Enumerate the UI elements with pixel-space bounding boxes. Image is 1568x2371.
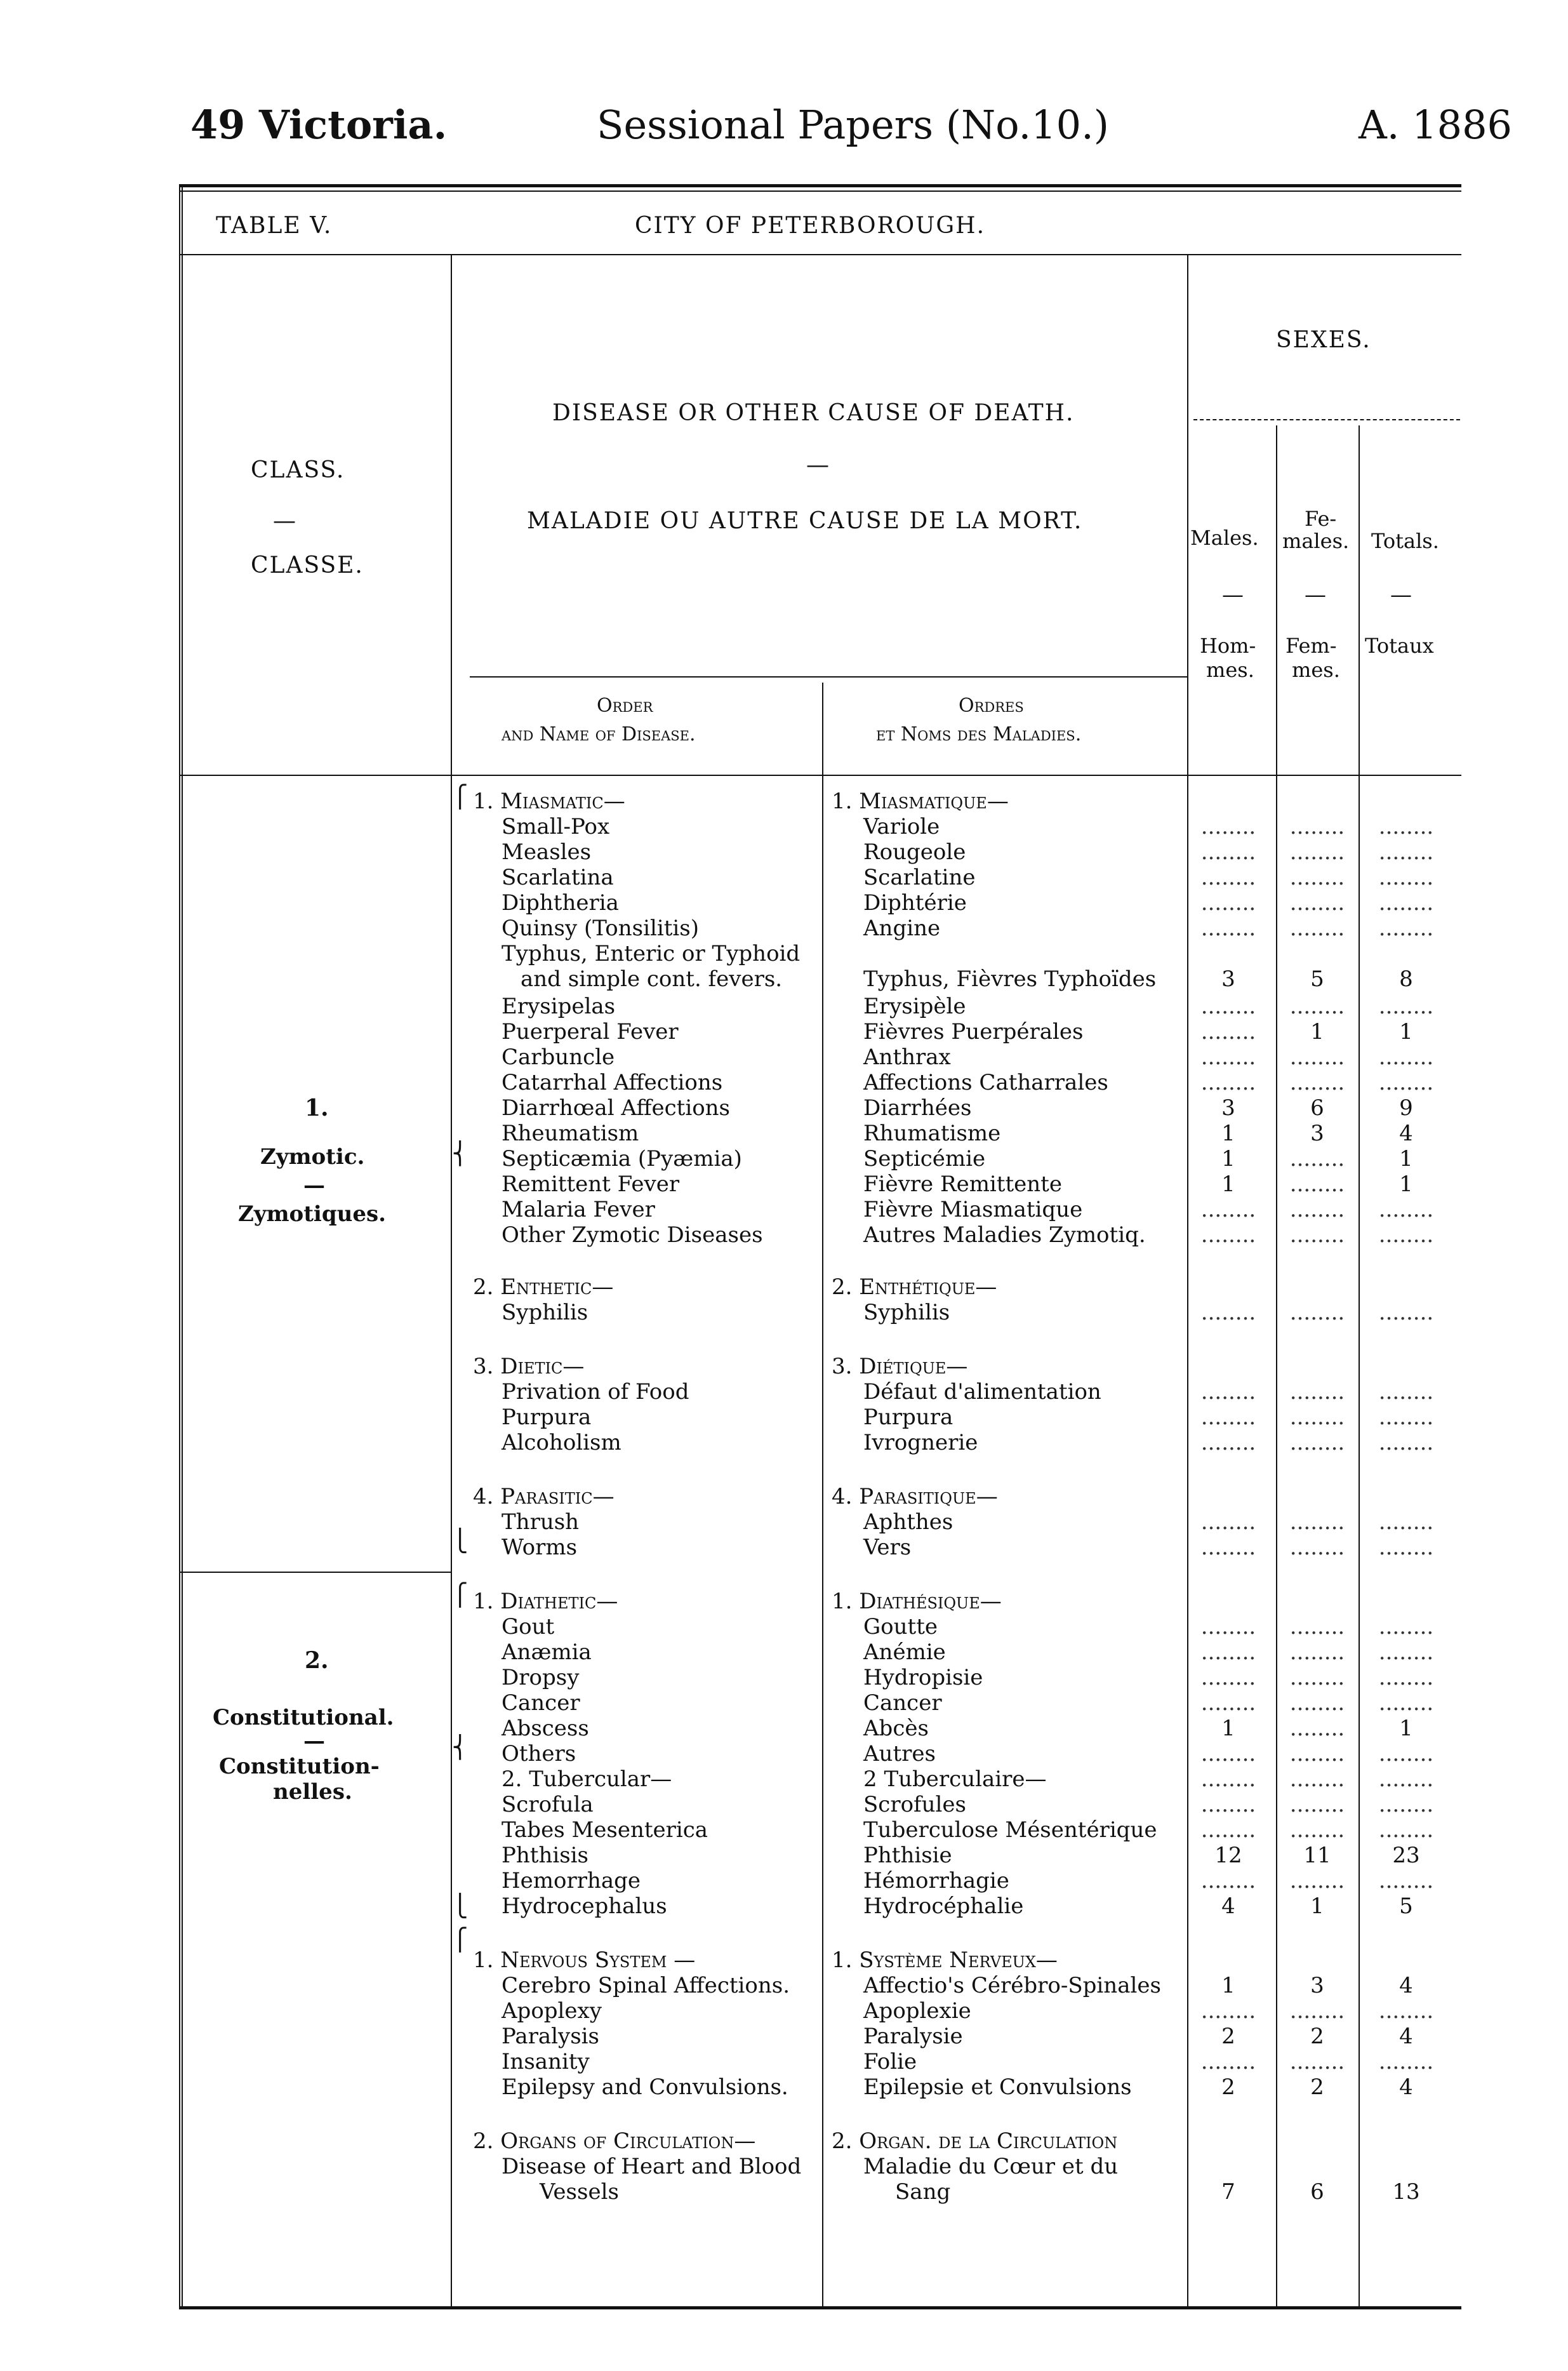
hommes-heading-2: mes. (1206, 658, 1254, 682)
disease-name-en: Insanity (502, 2049, 590, 2074)
disease-name-fr: Affectio's Cérébro-Spinales (863, 1973, 1161, 1998)
females-count: ........ (1289, 865, 1345, 890)
disease-name-en: Privation of Food (502, 1379, 689, 1405)
disease-dash: — (806, 452, 830, 478)
males-count: 1 (1221, 1146, 1235, 1172)
total-count: 23 (1392, 1843, 1420, 1868)
disease-name-fr: Angine (863, 916, 941, 941)
females-count: ........ (1289, 1379, 1345, 1405)
total-count: ........ (1378, 1741, 1434, 1767)
females-count: 2 (1310, 2024, 1324, 2049)
females-count: 3 (1310, 1973, 1324, 1998)
class-1-number: 1. (305, 1095, 329, 1121)
total-count: ........ (1378, 1070, 1434, 1095)
order-heading-fr: 4. Parasitique— (832, 1484, 998, 1509)
females-count: ........ (1289, 1430, 1345, 1455)
males-count: ........ (1200, 814, 1256, 839)
hommes-heading-1: Hom- (1200, 634, 1256, 658)
order-heading-en: 1. Diathetic— (473, 1589, 618, 1614)
class-heading: CLASS. (251, 457, 345, 483)
total-count: 4 (1399, 1121, 1413, 1146)
disease-name-fr: Ivrognerie (863, 1430, 978, 1455)
total-count: ........ (1378, 994, 1434, 1019)
total-count: 4 (1399, 1973, 1413, 1998)
brace-bottom-1: ⎩ (452, 1528, 468, 1554)
total-count: 1 (1399, 1146, 1413, 1172)
males-count: ........ (1200, 1817, 1256, 1843)
disease-name-fr: Maladie du Cœur et du (863, 2154, 1119, 2179)
disease-name-en: Carbuncle (502, 1045, 615, 1070)
class-dash: — (273, 508, 297, 534)
class-divider (179, 1572, 452, 1573)
disease-name-fr: Sang (895, 2179, 951, 2205)
females-count: ........ (1289, 1716, 1345, 1741)
disease-name-fr: Fièvre Miasmatique (863, 1197, 1083, 1222)
females-count: ........ (1289, 1640, 1345, 1665)
disease-name-en: Other Zymotic Diseases (502, 1222, 763, 1248)
total-count: 1 (1399, 1716, 1413, 1741)
body-top-rule (179, 775, 1461, 776)
femmes-heading-2: mes. (1292, 658, 1340, 682)
total-count: 1 (1399, 1019, 1413, 1045)
females-count: ........ (1289, 1767, 1345, 1792)
class-column-divider (451, 254, 452, 2308)
disease-name-en: and simple cont. fevers. (521, 966, 783, 992)
males-count: ........ (1200, 1535, 1256, 1560)
disease-name-en: Paralysis (502, 2024, 599, 2049)
total-count: ........ (1378, 1767, 1434, 1792)
order-heading-fr: 3. Diétique— (832, 1354, 968, 1379)
class-2-fr-1: Constitution- (219, 1754, 380, 1779)
females-count: ........ (1289, 1868, 1345, 1893)
disease-name-en: Quinsy (Tonsilitis) (502, 916, 699, 941)
disease-name-fr: Hydrocéphalie (863, 1893, 1024, 1919)
disease-name-fr: Variole (863, 814, 940, 839)
total-count: ........ (1378, 1197, 1434, 1222)
males-count: ........ (1200, 1300, 1256, 1325)
disease-name-fr: Typhus, Fièvres Typhoïdes (863, 966, 1157, 992)
disease-name-en: Cancer (502, 1690, 580, 1716)
males-count: ........ (1200, 890, 1256, 916)
disease-name-fr: Diarrhées (863, 1095, 972, 1121)
disease-name-fr: Fièvre Remittente (863, 1172, 1062, 1197)
brace-bottom-2: ⎩ (452, 1893, 468, 1919)
males-count: 3 (1221, 1095, 1235, 1121)
females-heading-1: Fe- (1305, 507, 1337, 531)
disease-name-en: Others (502, 1741, 576, 1767)
disease-name-fr: Anémie (863, 1640, 946, 1665)
maladie-heading: MALADIE OU AUTRE CAUSE DE LA MORT. (527, 508, 1083, 534)
disease-name-fr: Rougeole (863, 839, 966, 865)
disease-name-fr: Fièvres Puerpérales (863, 1019, 1084, 1045)
disease-name-en: Hydrocephalus (502, 1893, 667, 1919)
total-count: ........ (1378, 1792, 1434, 1817)
disease-name-en: Catarrhal Affections (502, 1070, 723, 1095)
males-count: ........ (1200, 1640, 1256, 1665)
class-2-fr-2: nelles. (273, 1779, 352, 1805)
disease-name-fr: Hydropisie (863, 1665, 983, 1690)
order-rule (470, 676, 1187, 678)
males-count: ........ (1200, 1019, 1256, 1045)
disease-name-en: Worms (502, 1535, 578, 1560)
disease-name-en: Alcoholism (502, 1430, 621, 1455)
order-fr-heading-2: et Noms des Maladies. (876, 723, 1082, 745)
class-2-number: 2. (305, 1647, 329, 1674)
table-label: TABLE V. (216, 213, 333, 239)
order-heading-fr: 2. Organ. de la Circulation (832, 2128, 1118, 2154)
males-count: 12 (1214, 1843, 1242, 1868)
males-count: ........ (1200, 2049, 1256, 2074)
disease-name-en: Cerebro Spinal Affections. (502, 1973, 790, 1998)
disease-name-fr: Autres Maladies Zymotiq. (863, 1222, 1146, 1248)
total-count: ........ (1378, 1665, 1434, 1690)
males-count: ........ (1200, 1430, 1256, 1455)
females-count: 6 (1310, 2179, 1324, 2205)
top-rule (179, 184, 1461, 187)
disease-name-fr: Septicémie (863, 1146, 986, 1172)
total-count: ........ (1378, 1998, 1434, 2024)
totaux-heading: Totaux (1365, 634, 1434, 658)
disease-name-fr: 2 Tuberculaire— (863, 1767, 1047, 1792)
disease-name-en: Gout (502, 1614, 555, 1640)
totals-dash: — (1390, 582, 1412, 608)
females-count: 3 (1310, 1121, 1324, 1146)
females-count: ........ (1289, 1741, 1345, 1767)
total-count: ........ (1378, 839, 1434, 865)
disease-name-en: Diphtheria (502, 890, 619, 916)
sessional-papers-title: Sessional Papers (No.10.) (597, 102, 1109, 148)
disease-name-en: Puerperal Fever (502, 1019, 679, 1045)
disease-name-en: Scarlatina (502, 865, 614, 890)
disease-name-en: Abscess (502, 1716, 589, 1741)
females-dash: — (1305, 582, 1326, 608)
total-count: ........ (1378, 1405, 1434, 1430)
females-count: ........ (1289, 1817, 1345, 1843)
total-count: 4 (1399, 2024, 1413, 2049)
bottom-rule (179, 2306, 1461, 2309)
disease-name-fr: Abcès (863, 1716, 929, 1741)
total-count: ........ (1378, 890, 1434, 916)
disease-name-fr: Scarlatine (863, 865, 976, 890)
city-title: CITY OF PETERBOROUGH. (635, 213, 986, 239)
males-count: ........ (1200, 1509, 1256, 1535)
total-count: ........ (1378, 814, 1434, 839)
disease-name-fr: Hémorrhagie (863, 1868, 1009, 1893)
order-heading-en: 3. Dietic— (473, 1354, 585, 1379)
total-count: ........ (1378, 1509, 1434, 1535)
females-count: ........ (1289, 1045, 1345, 1070)
females-count: ........ (1289, 1792, 1345, 1817)
total-count: 4 (1399, 2074, 1413, 2100)
females-count: 5 (1310, 966, 1324, 992)
males-count: 1 (1221, 1121, 1235, 1146)
males-count: ........ (1200, 839, 1256, 865)
females-count: ........ (1289, 2049, 1345, 2074)
females-count: ........ (1289, 1300, 1345, 1325)
females-count: ........ (1289, 1070, 1345, 1095)
disease-name-fr: Goutte (863, 1614, 938, 1640)
males-count: ........ (1200, 916, 1256, 941)
order-heading-en: 1. Miasmatic— (473, 789, 625, 814)
order-heading-en: 4. Parasitic— (473, 1484, 615, 1509)
females-count: ........ (1289, 1998, 1345, 2024)
females-count: ........ (1289, 1535, 1345, 1560)
disease-name-fr: Diphtérie (863, 890, 967, 916)
females-count: ........ (1289, 1222, 1345, 1248)
total-count: ........ (1378, 1300, 1434, 1325)
disease-name-en: Erysipelas (502, 994, 616, 1019)
females-count: ........ (1289, 1197, 1345, 1222)
year-label: A. 1886 (1359, 102, 1512, 148)
total-count: ........ (1378, 1045, 1434, 1070)
disease-name-en: Remittent Fever (502, 1172, 680, 1197)
males-count: ........ (1200, 1792, 1256, 1817)
females-count: ........ (1289, 1690, 1345, 1716)
disease-name-en: Epilepsy and Convulsions. (502, 2074, 788, 2100)
disease-name-en: 2. Tubercular— (502, 1767, 672, 1792)
females-count: 1 (1310, 1019, 1324, 1045)
females-count: ........ (1289, 1665, 1345, 1690)
disease-name-en: Apoplexy (502, 1998, 602, 2024)
males-dash: — (1222, 582, 1244, 608)
males-count: ........ (1200, 1045, 1256, 1070)
disease-name-en: Tabes Mesenterica (502, 1817, 708, 1843)
females-count: ........ (1289, 1172, 1345, 1197)
males-count: 1 (1221, 1172, 1235, 1197)
disease-name-en: Hemorrhage (502, 1868, 641, 1893)
order-heading-fr: 1. Diathésique— (832, 1589, 1002, 1614)
males-count: ........ (1200, 1405, 1256, 1430)
disease-name-en: Syphilis (502, 1300, 588, 1325)
disease-name-fr: Purpura (863, 1405, 953, 1430)
header-rule (179, 254, 1461, 255)
females-count: 2 (1310, 2074, 1324, 2100)
volume-label: 49 Victoria. (190, 102, 448, 148)
males-count: ........ (1200, 1614, 1256, 1640)
males-count: ........ (1200, 994, 1256, 1019)
order-heading-fr: 1. Système Nerveux— (832, 1947, 1058, 1973)
class-2-en: Constitutional. (213, 1705, 394, 1730)
males-count: ........ (1200, 1767, 1256, 1792)
order-fr-heading-1: Ordres (959, 695, 1024, 717)
males-count: ........ (1200, 1222, 1256, 1248)
order-heading-fr: 2. Enthétique— (832, 1274, 997, 1300)
class-1-en: Zymotic. (260, 1144, 365, 1170)
males-count: ........ (1200, 1379, 1256, 1405)
en-fr-divider (822, 683, 823, 2308)
total-count: 1 (1399, 1172, 1413, 1197)
brace-top-2: ⎧ (452, 1582, 468, 1608)
disease-name-en: Measles (502, 839, 592, 865)
males-count: ........ (1200, 1998, 1256, 2024)
disease-name-fr: Aphthes (863, 1509, 953, 1535)
females-count: ........ (1289, 1614, 1345, 1640)
disease-heading: DISEASE OR OTHER CAUSE OF DEATH. (552, 400, 1075, 426)
disease-name-fr: Rhumatisme (863, 1121, 1001, 1146)
order-en-heading-1: Order (597, 695, 653, 717)
females-heading-2: males. (1282, 529, 1350, 553)
males-count: 2 (1221, 2074, 1235, 2100)
total-count: ........ (1378, 865, 1434, 890)
disease-name-en: Dropsy (502, 1665, 580, 1690)
disease-name-fr: Erysipèle (863, 994, 966, 1019)
disease-name-en: Septicæmia (Pyæmia) (502, 1146, 742, 1172)
disease-name-fr: Autres (863, 1741, 936, 1767)
disease-name-en: Phthisis (502, 1843, 588, 1868)
females-count: ........ (1289, 1509, 1345, 1535)
females-count: ........ (1289, 994, 1345, 1019)
females-count: ........ (1289, 814, 1345, 839)
brace-mid-2: ⎨ (452, 1735, 468, 1760)
males-count: ........ (1200, 1741, 1256, 1767)
females-count: ........ (1289, 1146, 1345, 1172)
disease-name-fr: Vers (863, 1535, 912, 1560)
females-count: 11 (1303, 1843, 1331, 1868)
males-count: 1 (1221, 1973, 1235, 1998)
brace-top-1: ⎧ (452, 784, 468, 810)
total-count: ........ (1378, 1614, 1434, 1640)
totals-heading: Totals. (1371, 529, 1439, 553)
numbers-column-divider (1187, 254, 1188, 2308)
disease-name-fr: Cancer (863, 1690, 942, 1716)
males-count: 7 (1221, 2179, 1235, 2205)
disease-name-en: Small-Pox (502, 814, 610, 839)
males-heading: Males. (1190, 526, 1259, 550)
disease-name-fr: Syphilis (863, 1300, 950, 1325)
sexes-rule (1193, 419, 1460, 420)
disease-name-fr: Folie (863, 2049, 917, 2074)
females-count: 1 (1310, 1893, 1324, 1919)
total-count: 13 (1392, 2179, 1420, 2205)
females-count: ........ (1289, 1405, 1345, 1430)
disease-name-en: Scrofula (502, 1792, 594, 1817)
sexes-heading: SEXES. (1276, 327, 1371, 353)
total-count: ........ (1378, 1379, 1434, 1405)
disease-name-en: Thrush (502, 1509, 580, 1535)
disease-name-en: Rheumatism (502, 1121, 639, 1146)
disease-name-en: Purpura (502, 1405, 592, 1430)
disease-name-en: Diarrhœal Affections (502, 1095, 731, 1121)
disease-name-fr: Phthisie (863, 1843, 952, 1868)
total-count: ........ (1378, 1868, 1434, 1893)
females-count: ........ (1289, 916, 1345, 941)
total-count: ........ (1378, 1690, 1434, 1716)
total-count: 8 (1399, 966, 1413, 992)
disease-name-fr: Scrofules (863, 1792, 966, 1817)
males-females-divider (1276, 425, 1277, 2308)
males-count: ........ (1200, 1665, 1256, 1690)
brace-top-3: ⎧ (452, 1927, 468, 1953)
total-count: 9 (1399, 1095, 1413, 1121)
total-count: ........ (1378, 1222, 1434, 1248)
disease-name-en: Malaria Fever (502, 1197, 655, 1222)
order-en-heading-2: and Name of Disease. (502, 723, 696, 745)
females-totals-divider (1359, 425, 1360, 2308)
males-count: 3 (1221, 966, 1235, 992)
total-count: ........ (1378, 2049, 1434, 2074)
femmes-heading-1: Fem- (1286, 634, 1337, 658)
disease-name-fr: Affections Catharrales (863, 1070, 1108, 1095)
males-count: 2 (1221, 2024, 1235, 2049)
top-rule-thin (179, 190, 1461, 192)
males-count: ........ (1200, 1070, 1256, 1095)
total-count: ........ (1378, 1535, 1434, 1560)
males-count: ........ (1200, 1197, 1256, 1222)
disease-name-fr: Anthrax (863, 1045, 951, 1070)
order-heading-en: 1. Nervous System — (473, 1947, 696, 1973)
classe-heading: CLASSE. (251, 552, 364, 578)
brace-mid-1: ⎨ (452, 1141, 468, 1166)
disease-name-fr: Apoplexie (863, 1998, 971, 2024)
disease-name-fr: Défaut d'alimentation (863, 1379, 1101, 1405)
males-count: 4 (1221, 1893, 1235, 1919)
total-count: ........ (1378, 1817, 1434, 1843)
total-count: ........ (1378, 916, 1434, 941)
order-heading-en: 2. Enthetic— (473, 1274, 614, 1300)
females-count: 6 (1310, 1095, 1324, 1121)
disease-name-en: Disease of Heart and Blood (502, 2154, 802, 2179)
order-heading-fr: 1. Miasmatique— (832, 789, 1009, 814)
males-count: ........ (1200, 1868, 1256, 1893)
disease-name-en: Typhus, Enteric or Typhoid (502, 941, 801, 966)
class-1-fr: Zymotiques. (238, 1201, 386, 1227)
class-2-dash: — (303, 1728, 325, 1754)
disease-name-fr: Paralysie (863, 2024, 963, 2049)
total-count: 5 (1399, 1893, 1413, 1919)
disease-name-fr: Tuberculose Mésentérique (863, 1817, 1157, 1843)
males-count: ........ (1200, 1690, 1256, 1716)
total-count: ........ (1378, 1430, 1434, 1455)
females-count: ........ (1289, 839, 1345, 865)
males-count: 1 (1221, 1716, 1235, 1741)
disease-name-en: Vessels (540, 2179, 619, 2205)
females-count: ........ (1289, 890, 1345, 916)
disease-name-en: Anæmia (502, 1640, 592, 1665)
class-1-dash: — (303, 1173, 325, 1198)
total-count: ........ (1378, 1640, 1434, 1665)
disease-name-fr: Epilepsie et Convulsions (863, 2074, 1132, 2100)
order-heading-en: 2. Organs of Circulation— (473, 2128, 756, 2154)
males-count: ........ (1200, 865, 1256, 890)
